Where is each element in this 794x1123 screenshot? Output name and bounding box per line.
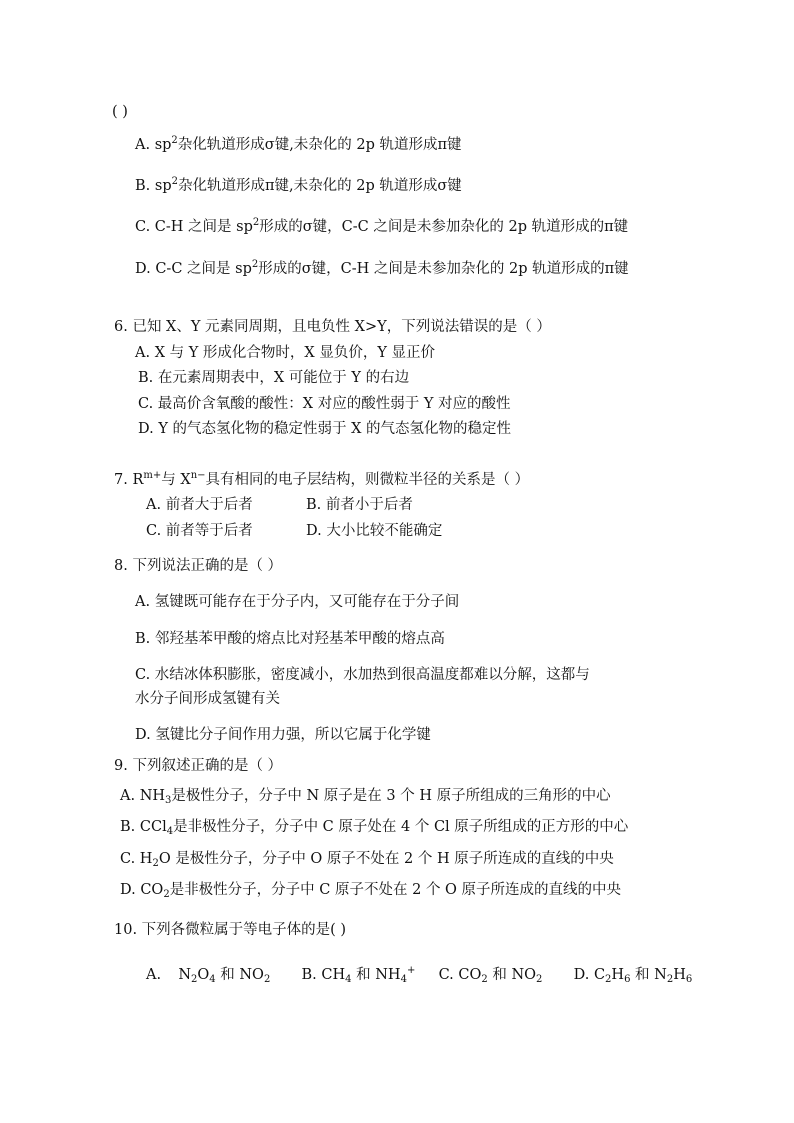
- q5-option-c: [135, 217, 628, 237]
- q5-option-d: [135, 259, 629, 279]
- q5-a-text: 杂化轨道形成σ键,未杂化的 2p 轨道形成π键: [177, 137, 462, 153]
- q10-a-sub1: 2: [191, 974, 198, 985]
- q7-option-b: B. 前者小于后者: [306, 497, 413, 513]
- q10-options: [146, 965, 692, 985]
- q10-stem: 10. 下列各微粒属于等电子体的是( ): [114, 922, 347, 938]
- q10-a-label: A.: [146, 967, 162, 983]
- q10-b-sup: +: [406, 965, 416, 976]
- q10-b-sub1: 4: [345, 974, 352, 985]
- q10-c-sub2: 2: [536, 974, 543, 985]
- q5-stem-tail: ( ): [112, 104, 128, 120]
- q5-d-text: 形成的σ键，C-H 之间是未参加杂化的 2p 轨道形成的π键: [258, 261, 629, 277]
- q6-option-a: A. X 与 Y 形成化合物时，X 显负价，Y 显正价: [135, 345, 436, 361]
- q9-b-prefix: B. CCl: [120, 819, 167, 835]
- q9-a-text: 是极性分子，分子中 N 原子是在 3 个 H 原子所组成的三角形的中心: [171, 788, 611, 804]
- q10-a-sub3: 2: [263, 974, 271, 985]
- q10-option-b: [302, 967, 416, 983]
- q9-d-text: 是非极性分子，分子中 C 原子不处在 2 个 O 原子所连成的直线的中央: [169, 882, 622, 898]
- q10-d-sub2: 6: [624, 974, 631, 985]
- q9-option-d: [120, 880, 621, 900]
- q9-b-text: 是非极性分子，分子中 C 原子处在 4 个 Cl 原子所组成的正方形的中心: [173, 819, 629, 835]
- q10-c-and: 和 NO: [487, 967, 537, 983]
- q10-a-sub2: 4: [209, 974, 216, 985]
- q10-a-and: 和 NO: [215, 967, 264, 983]
- q5-c-prefix: C. C-H 之间是 sp: [135, 219, 253, 235]
- q7-stem-middle: 与 X: [161, 472, 191, 488]
- q10-b-label: B. CH: [301, 967, 346, 983]
- q5-b-superscript: 2: [171, 176, 178, 187]
- q5-b-text: 杂化轨道形成π键,未杂化的 2p 轨道形成σ键: [177, 178, 462, 194]
- q6-option-b: B. 在元素周期表中，X 可能位于 Y 的右边: [138, 370, 410, 386]
- q7-charge-r: m+: [143, 470, 162, 481]
- q8-option-c-line2: 水分子间形成氢键有关: [135, 691, 280, 707]
- q5-d-superscript: 2: [251, 259, 259, 270]
- q5-b-prefix: B. sp: [135, 178, 172, 194]
- q7-option-c: C. 前者等于后者: [146, 523, 253, 539]
- q8-stem: 8. 下列说法正确的是（ ）: [114, 558, 283, 574]
- q9-b-subscript: 4: [166, 826, 174, 837]
- q9-option-c: [120, 849, 614, 869]
- q5-option-a: [135, 135, 462, 155]
- q10-b-and: 和 NH: [351, 967, 401, 983]
- q8-option-b: B. 邻羟基苯甲酸的熔点比对羟基苯甲酸的熔点高: [135, 631, 445, 647]
- q9-c-text: O 是极性分子，分子中 O 原子不处在 2 个 H 原子所连成的直线的中央: [158, 851, 614, 867]
- q9-c-prefix: C. H: [120, 851, 153, 867]
- q9-d-prefix: D. CO: [120, 882, 164, 898]
- q7-option-d: D. 大小比较不能确定: [306, 523, 443, 539]
- q5-d-prefix: D. C-C 之间是 sp: [135, 261, 252, 277]
- q5-c-text: 形成的σ键，C-C 之间是未参加杂化的 2p 轨道形成的π键: [259, 219, 629, 235]
- q10-d-sub4: 6: [685, 974, 693, 985]
- q7-charge-x: n−: [190, 470, 206, 481]
- q10-d-sub1: 2: [605, 974, 612, 985]
- q5-c-superscript: 2: [252, 217, 260, 228]
- q9-c-subscript: 2: [152, 858, 159, 869]
- q10-c-label: C. CO: [438, 967, 482, 983]
- q5-option-b: [135, 176, 462, 196]
- q10-d-h2: H: [673, 967, 686, 983]
- q10-a-o: O: [197, 967, 210, 983]
- q6-option-c: C. 最高价含氧酸的酸性：X 对应的酸性弱于 Y 对应的酸性: [138, 396, 511, 412]
- q10-c-sub1: 2: [481, 974, 488, 985]
- q10-d-sub3: 2: [666, 974, 674, 985]
- q10-d-and: 和 N: [630, 967, 667, 983]
- q5-a-superscript: 2: [171, 135, 178, 146]
- q7-stem-prefix: 7. R: [114, 472, 144, 488]
- q8-option-a: A. 氢键既可能存在于分子内，又可能存在于分子间: [135, 594, 460, 610]
- q9-option-b: [120, 817, 628, 837]
- q10-d-label: D. C: [573, 967, 606, 983]
- q10-option-c: [439, 967, 543, 983]
- q10-option-a: [178, 967, 270, 983]
- q9-d-subscript: 2: [163, 889, 170, 900]
- q7-option-a: A. 前者大于后者: [146, 497, 253, 513]
- q8-option-c-line1: C. 水结冰体积膨胀，密度减小，水加热到很高温度都难以分解，这都与: [135, 667, 590, 683]
- q7-stem: [114, 470, 529, 490]
- q7-stem-text: 具有相同的电子层结构，则微粒半径的关系是（ ）: [205, 472, 530, 488]
- q8-option-d: D. 氢键比分子间作用力强，所以它属于化学键: [135, 727, 431, 743]
- q9-a-subscript: 3: [165, 795, 172, 806]
- q9-a-prefix: A. NH: [120, 788, 166, 804]
- q6-stem: 6. 已知 X、Y 元素同周期，且电负性 X>Y，下列说法错误的是（ ）: [114, 319, 551, 335]
- q9-option-a: [120, 786, 611, 806]
- q10-d-h: H: [611, 967, 625, 983]
- q10-option-d: [574, 967, 693, 983]
- q10-a-n: N: [178, 967, 191, 983]
- q6-option-d: D. Y 的气态氢化物的稳定性弱于 X 的气态氢化物的稳定性: [138, 421, 512, 437]
- q10-b-sub2: 4: [400, 974, 407, 985]
- q9-stem: 9. 下列叙述正确的是（ ）: [114, 758, 283, 774]
- q5-a-prefix: A. sp: [135, 137, 172, 153]
